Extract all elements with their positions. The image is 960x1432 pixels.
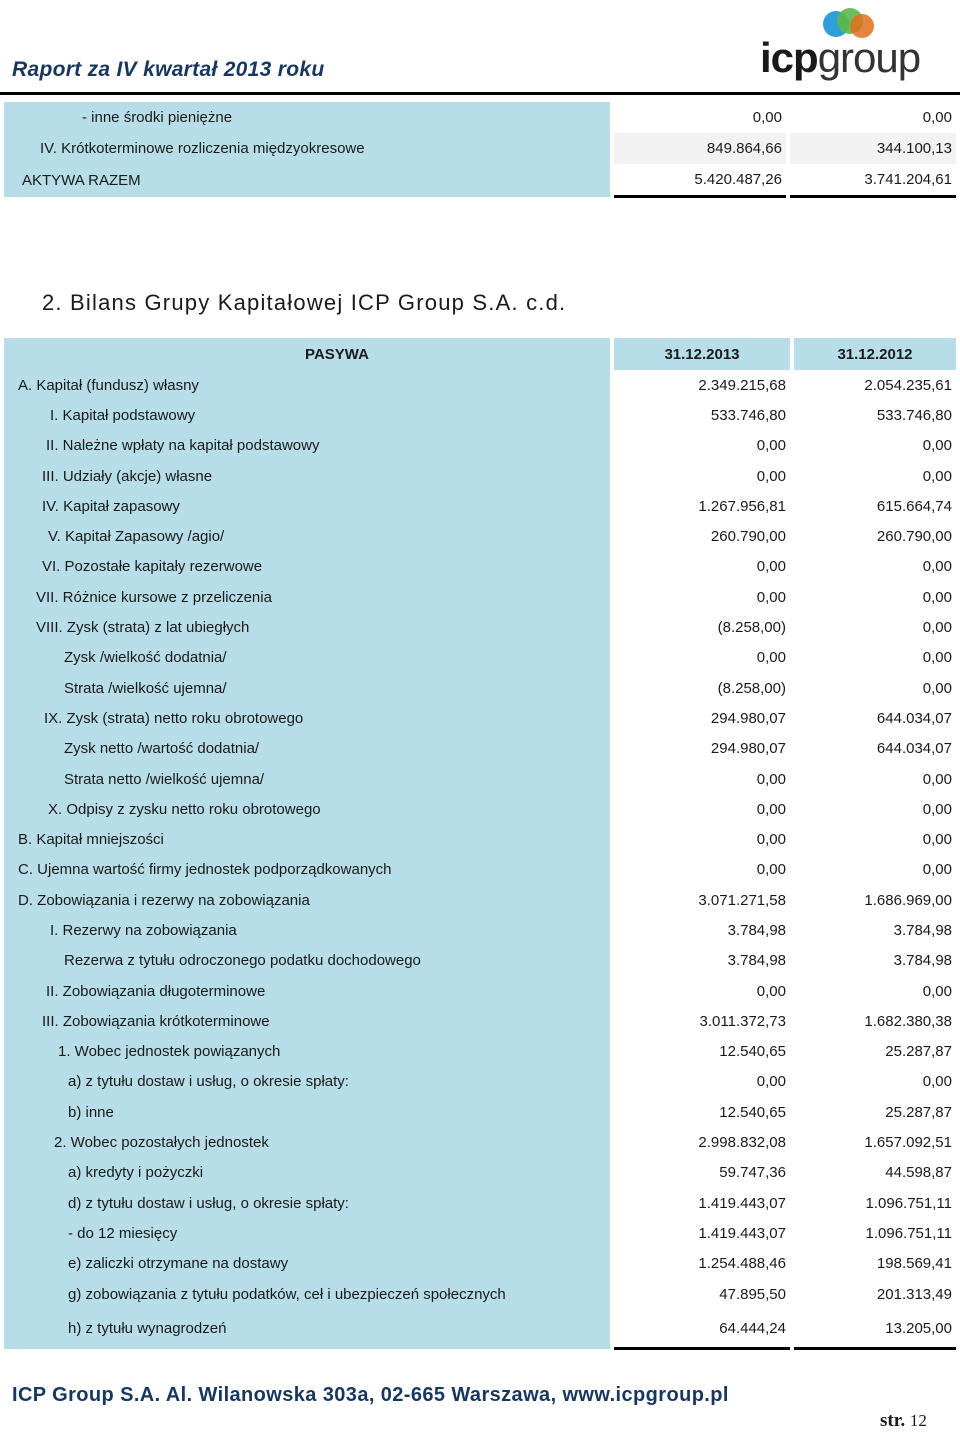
row-label: Zysk /wielkość dodatnia/: [4, 643, 610, 673]
value-current: 47.895,50: [614, 1279, 790, 1309]
table-row: [4, 582, 956, 612]
logo-text-light: group: [817, 34, 921, 81]
value-previous: 44.598,87: [794, 1158, 956, 1188]
row-label: Rezerwa z tytułu odroczonego podatku dochodowego: [4, 946, 610, 976]
value-current: 1.419.443,07: [614, 1218, 790, 1248]
header-rule: [0, 92, 960, 95]
row-label: B. Kapitał mniejszości: [4, 824, 610, 854]
value-previous: 3.741.204,61: [790, 164, 956, 197]
table-row: [4, 794, 956, 824]
value-current: 849.864,66: [614, 133, 786, 164]
row-label: II. Należne wpłaty na kapitał podstawowy: [4, 431, 610, 461]
value-current: 0,00: [614, 855, 790, 885]
value-current: 294.980,07: [614, 734, 790, 764]
value-previous: 1.686.969,00: [794, 885, 956, 915]
row-label: VII. Różnice kursowe z przeliczenia: [4, 582, 610, 612]
page-label: str.: [880, 1410, 906, 1431]
value-current: 0,00: [614, 461, 790, 491]
table-row: [4, 764, 956, 794]
page-number-value: 12: [909, 1411, 927, 1430]
value-previous: 25.287,87: [794, 1037, 956, 1067]
value-previous: 0,00: [794, 461, 956, 491]
value-current: (8.258,00): [614, 673, 790, 703]
value-previous: 1.096.751,11: [794, 1188, 956, 1218]
table-row: [4, 521, 956, 551]
value-current: 0,00: [614, 643, 790, 673]
pasywa-header-row: [4, 338, 956, 370]
row-label: VIII. Zysk (strata) z lat ubiegłych: [4, 612, 610, 642]
value-previous: 344.100,13: [790, 133, 956, 164]
table-row: [4, 400, 956, 430]
table-row: [4, 1309, 956, 1349]
table-row: [4, 824, 956, 854]
page-number: [880, 1410, 927, 1432]
row-label: I. Rezerwy na zobowiązania: [4, 915, 610, 945]
value-current: 0,00: [614, 794, 790, 824]
table-row: [4, 1218, 956, 1248]
table-row: [4, 1158, 956, 1188]
value-current: 1.267.956,81: [614, 491, 790, 521]
table-row: [4, 703, 956, 733]
table-row: [4, 915, 956, 945]
value-previous: 1.682.380,38: [794, 1006, 956, 1036]
row-label: III. Udziały (akcje) własne: [4, 461, 610, 491]
value-previous: 644.034,07: [794, 703, 956, 733]
table-row: [4, 643, 956, 673]
value-current: 533.746,80: [614, 400, 790, 430]
row-label: IV. Krótkoterminowe rozliczenia międzyokresowe: [4, 133, 610, 164]
table-row: [4, 1279, 956, 1309]
value-current: 0,00: [614, 976, 790, 1006]
value-previous: 13.205,00: [794, 1309, 956, 1349]
value-previous: 201.313,49: [794, 1279, 956, 1309]
row-label: a) kredyty i pożyczki: [4, 1158, 610, 1188]
row-label: X. Odpisy z zysku netto roku obrotowego: [4, 794, 610, 824]
value-current: 2.998.832,08: [614, 1127, 790, 1157]
table-row: [4, 431, 956, 461]
value-current: 0,00: [614, 552, 790, 582]
value-previous: 0,00: [794, 1067, 956, 1097]
value-previous: 0,00: [794, 855, 956, 885]
value-current: 1.254.488,46: [614, 1249, 790, 1279]
company-logo: [752, 4, 952, 84]
aktywa-tail-table: [4, 102, 956, 198]
table-row: [4, 1127, 956, 1157]
value-previous: 0,00: [794, 794, 956, 824]
table-row: [4, 461, 956, 491]
value-previous: 260.790,00: [794, 521, 956, 551]
row-label: e) zaliczki otrzymane na dostawy: [4, 1249, 610, 1279]
table-row: [4, 102, 956, 133]
row-label: b) inne: [4, 1097, 610, 1127]
value-current: 5.420.487,26: [614, 164, 786, 197]
value-current: (8.258,00): [614, 612, 790, 642]
value-current: 0,00: [614, 1067, 790, 1097]
value-previous: 198.569,41: [794, 1249, 956, 1279]
value-previous: 0,00: [794, 612, 956, 642]
row-label: Zysk netto /wartość dodatnia/: [4, 734, 610, 764]
value-previous: 0,00: [794, 976, 956, 1006]
pasywa-header-label: PASYWA: [4, 338, 610, 370]
report-title: Raport za IV kwartał 2013 roku: [12, 58, 325, 81]
row-label: 2. Wobec pozostałych jednostek: [4, 1127, 610, 1157]
value-current: 260.790,00: [614, 521, 790, 551]
value-previous: 1.096.751,11: [794, 1218, 956, 1248]
row-label: V. Kapitał Zapasowy /agio/: [4, 521, 610, 551]
pasywa-header-col2: 31.12.2012: [794, 338, 956, 370]
table-row: [4, 552, 956, 582]
table-row: [4, 164, 956, 197]
row-label: a) z tytułu dostaw i usług, o okresie spłaty:: [4, 1067, 610, 1097]
value-previous: 0,00: [790, 102, 956, 133]
value-current: 0,00: [614, 824, 790, 854]
row-label: 1. Wobec jednostek powiązanych: [4, 1037, 610, 1067]
table-row: [4, 855, 956, 885]
value-current: 3.784,98: [614, 915, 790, 945]
value-current: 1.419.443,07: [614, 1188, 790, 1218]
value-previous: 0,00: [794, 431, 956, 461]
row-label: d) z tytułu dostaw i usług, o okresie spłaty:: [4, 1188, 610, 1218]
value-previous: 0,00: [794, 824, 956, 854]
row-label: II. Zobowiązania długoterminowe: [4, 976, 610, 1006]
section-title: 2. Bilans Grupy Kapitałowej ICP Group S.A. c.d.: [42, 290, 567, 315]
table-row: [4, 491, 956, 521]
table-row: [4, 946, 956, 976]
value-previous: 0,00: [794, 582, 956, 612]
value-current: 3.071.271,58: [614, 885, 790, 915]
value-previous: 0,00: [794, 643, 956, 673]
logo-text-bold: icp: [760, 34, 818, 81]
value-current: 3.011.372,73: [614, 1006, 790, 1036]
value-previous: 25.287,87: [794, 1097, 956, 1127]
value-current: 2.349.215,68: [614, 370, 790, 400]
row-label: AKTYWA RAZEM: [4, 164, 610, 197]
table-row: [4, 1067, 956, 1097]
table-row: [4, 1037, 956, 1067]
table-row: [4, 673, 956, 703]
table-row: [4, 1188, 956, 1218]
value-previous: 1.657.092,51: [794, 1127, 956, 1157]
row-label: IX. Zysk (strata) netto roku obrotowego: [4, 703, 610, 733]
value-current: 0,00: [614, 764, 790, 794]
table-row: [4, 734, 956, 764]
value-previous: 3.784,98: [794, 946, 956, 976]
pasywa-table: [4, 338, 956, 1350]
table-row: [4, 1006, 956, 1036]
value-previous: 0,00: [794, 673, 956, 703]
row-label: III. Zobowiązania krótkoterminowe: [4, 1006, 610, 1036]
footer-address: ICP Group S.A. Al. Wilanowska 303a, 02-665 Warszawa, www.icpgroup.pl: [12, 1384, 729, 1406]
value-current: 0,00: [614, 431, 790, 461]
value-previous: 3.784,98: [794, 915, 956, 945]
value-current: 0,00: [614, 582, 790, 612]
table-row: [4, 133, 956, 164]
value-current: 294.980,07: [614, 703, 790, 733]
row-label: IV. Kapitał zapasowy: [4, 491, 610, 521]
row-label: C. Ujemna wartość firmy jednostek podporządkowanych: [4, 855, 610, 885]
table-row: [4, 370, 956, 400]
value-previous: 644.034,07: [794, 734, 956, 764]
value-current: 12.540,65: [614, 1097, 790, 1127]
row-label: - do 12 miesięcy: [4, 1218, 610, 1248]
row-label: I. Kapitał podstawowy: [4, 400, 610, 430]
value-previous: 0,00: [794, 552, 956, 582]
value-previous: 615.664,74: [794, 491, 956, 521]
table-row: [4, 976, 956, 1006]
table-row: [4, 885, 956, 915]
row-label: D. Zobowiązania i rezerwy na zobowiązania: [4, 885, 610, 915]
value-current: 12.540,65: [614, 1037, 790, 1067]
value-previous: 0,00: [794, 764, 956, 794]
row-label: - inne środki pieniężne: [4, 102, 610, 133]
row-label: VI. Pozostałe kapitały rezerwowe: [4, 552, 610, 582]
row-label: g) zobowiązania z tytułu podatków, ceł i ubezpieczeń społecznych: [4, 1279, 610, 1309]
row-label: Strata netto /wielkość ujemna/: [4, 764, 610, 794]
table-row: [4, 1097, 956, 1127]
value-current: 0,00: [614, 102, 786, 133]
row-label: h) z tytułu wynagrodzeń: [4, 1309, 610, 1349]
row-label: Strata /wielkość ujemna/: [4, 673, 610, 703]
table-row: [4, 1249, 956, 1279]
value-previous: 2.054.235,61: [794, 370, 956, 400]
value-previous: 533.746,80: [794, 400, 956, 430]
pasywa-header-col1: 31.12.2013: [614, 338, 790, 370]
row-label: A. Kapitał (fundusz) własny: [4, 370, 610, 400]
value-current: 3.784,98: [614, 946, 790, 976]
value-current: 64.444,24: [614, 1309, 790, 1349]
table-row: [4, 612, 956, 642]
value-current: 59.747,36: [614, 1158, 790, 1188]
